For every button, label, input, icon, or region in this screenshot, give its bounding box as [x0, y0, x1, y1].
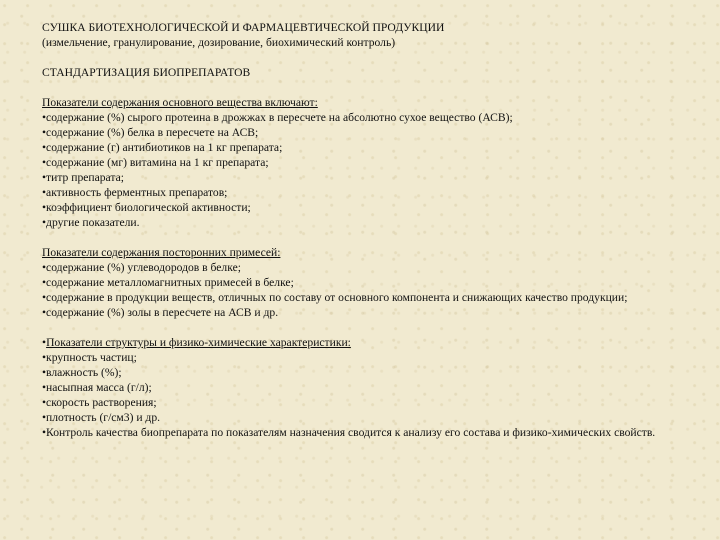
spacer: [42, 80, 690, 95]
list-item: •Контроль качества биопрепарата по показателям назначения сводится к анализу его состава и физико-химических свойств.: [42, 426, 656, 439]
list-item: •насыпная масса (г/л);: [42, 381, 152, 394]
list-item: •содержание (%) белка в пересчете на АСВ;: [42, 126, 259, 139]
page-title: СУШКА БИОТЕХНОЛОГИЧЕСКОЙ И ФАРМАЦЕВТИЧЕСКОЙ ПРОДУКЦИИ: [42, 21, 445, 34]
list-item: •другие показатели.: [42, 216, 140, 229]
bullet: •: [42, 336, 47, 349]
section-title: СТАНДАРТИЗАЦИЯ БИОПРЕПАРАТОВ: [42, 66, 251, 79]
impurities-block: [42, 245, 690, 320]
list-item: •коэффициент биологической активности;: [42, 201, 251, 214]
list-item: •содержание металломагнитных примесей в белке;: [42, 276, 294, 289]
main-substance-block: [42, 95, 690, 230]
block-heading-row: [42, 335, 690, 350]
block-heading: Показатели содержания основного вещества включают:: [42, 96, 318, 109]
block-heading: Показатели содержания посторонних примесей:: [42, 246, 281, 259]
list-item: •содержание (%) углеводородов в белке;: [42, 261, 241, 274]
list-item: •содержание (г) антибиотиков на 1 кг препарата;: [42, 141, 283, 154]
spacer: [42, 320, 690, 335]
list-item: •активность ферментных препаратов;: [42, 186, 228, 199]
page-subtitle: (измельчение, гранулирование, дозирование, биохимический контроль): [42, 36, 396, 49]
list-item: •титр препарата;: [42, 171, 124, 184]
list-item: •содержание (%) золы в пересчете на АСВ и др.: [42, 306, 279, 319]
list-item: •скорость растворения;: [42, 396, 157, 409]
list-item: •плотность (г/см3) и др.: [42, 411, 161, 424]
list-item: •содержание в продукции веществ, отличных по составу от основного компонента и снижающих качество продукции;: [42, 291, 628, 304]
list-item: •содержание (мг) витамина на 1 кг препарата;: [42, 156, 269, 169]
list-item: •содержание (%) сырого протеина в дрожжах в пересчете на абсолютно сухое вещество (АСВ);: [42, 111, 513, 124]
list-item: •крупность частиц;: [42, 351, 137, 364]
list-item: •влажность (%);: [42, 366, 122, 379]
structure-block: [42, 335, 690, 440]
block-heading: Показатели структуры и физико-химические характеристики:: [46, 336, 351, 349]
spacer: [42, 50, 690, 65]
spacer: [42, 230, 690, 245]
